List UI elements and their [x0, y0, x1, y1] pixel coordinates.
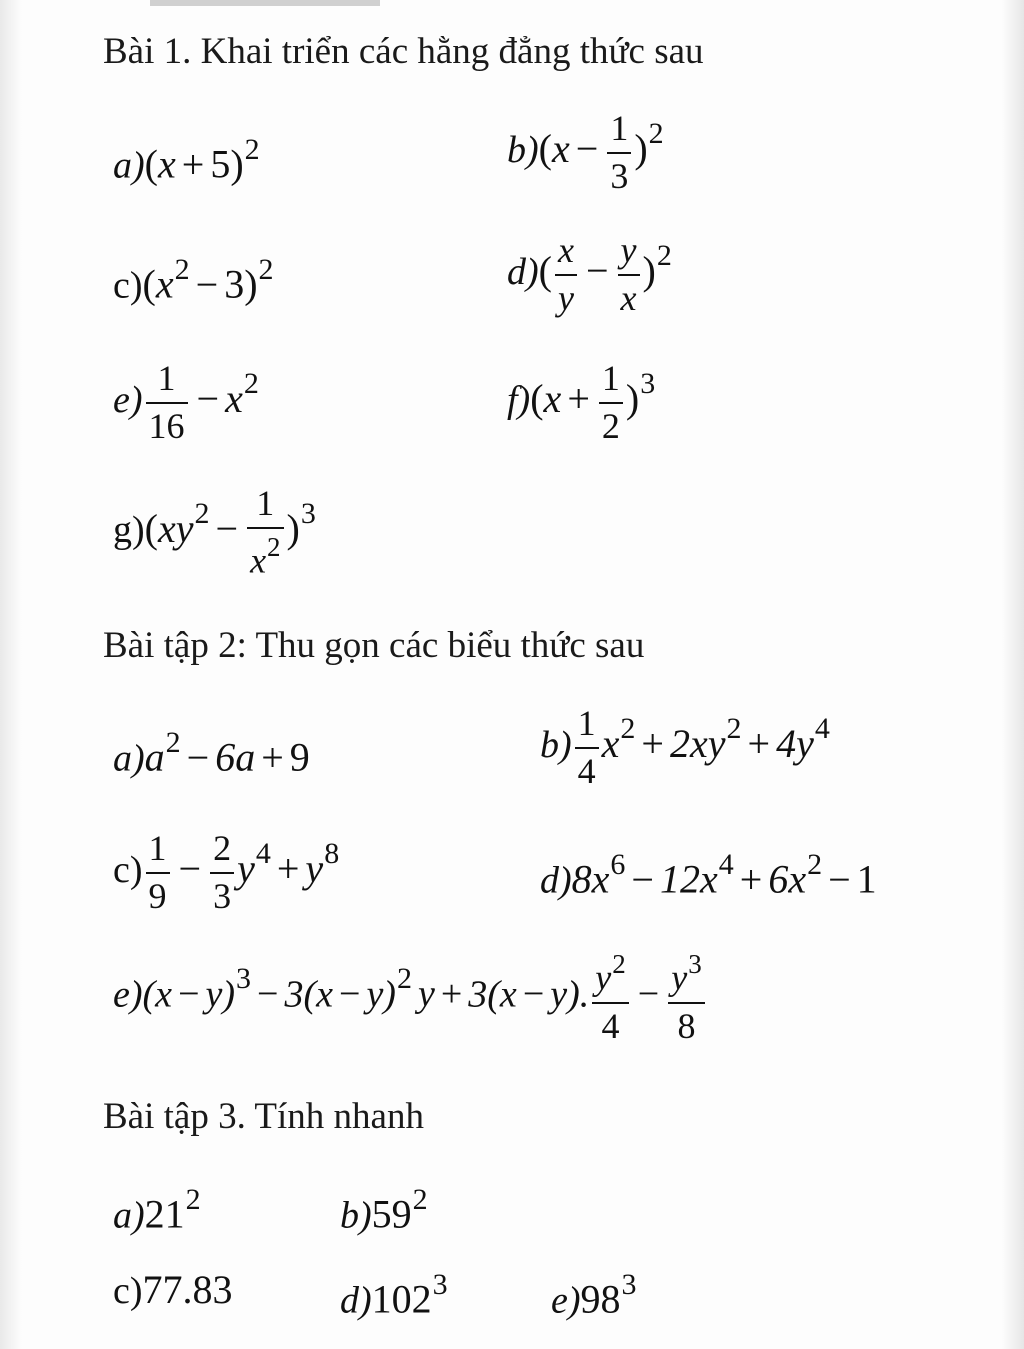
fraction: $\frac{y}{x}$ — [618, 232, 640, 318]
item-label: a) — [113, 1194, 145, 1237]
item-label: g) — [113, 508, 145, 551]
item-label: a) — [113, 737, 145, 780]
item-label: c) — [113, 264, 143, 307]
item-label: b) — [540, 723, 572, 766]
item-label: e) — [113, 378, 143, 421]
item-label: d) — [507, 250, 539, 293]
fraction: $\frac{2}{3}$ — [210, 830, 234, 916]
exercise-1e: e) $\frac{1}{16}$ − x2 — [113, 358, 259, 446]
exercise-1g: g)(xy2 − $\frac{1}{x2}$ )3 — [113, 483, 316, 581]
exercise-1a: a)(x + 5)2 — [113, 133, 260, 187]
item-label: a) — [113, 144, 145, 187]
item-label: c) — [113, 1270, 143, 1312]
item-label: f) — [507, 378, 531, 421]
exercise-2d: d)8x6 − 12x4 + 6x2 − 1 — [540, 848, 877, 902]
exercise-2e: e)(x − y)3 − 3(x − y)2 y + 3(x − y). $\frac{y2}{4}$ − $\frac{y3}{8}$ — [113, 950, 708, 1045]
exercise-1d: d)( $\frac{x}{y}$ − $\frac{y}{x}$ )2 — [507, 230, 672, 318]
item-label: c) — [113, 848, 143, 891]
exercise-1b: b)(x − $\frac{1}{3}$ )2 — [507, 108, 664, 196]
exercise-3e: e)983 — [551, 1268, 637, 1322]
exercise-2a: a)a2 − 6a + 9 — [113, 726, 310, 780]
section-3-heading: Bài tập 3. Tính nhanh — [103, 1096, 424, 1137]
item-label: b) — [507, 128, 539, 171]
page-edge-shadow-left — [0, 0, 22, 1349]
exercise-1c: c)(x2 − 3)2 — [113, 253, 274, 307]
item-label: e) — [113, 973, 143, 1016]
cropped-text-strip — [150, 0, 380, 6]
fraction: $\frac{1}{x2}$ — [247, 485, 283, 580]
section-1-heading: Bài 1. Khai triển các hằng đẳng thức sau — [103, 31, 704, 72]
exercise-3b: b)592 — [340, 1183, 428, 1237]
page-edge-shadow-right — [1002, 0, 1024, 1349]
section-2-heading: Bài tập 2: Thu gọn các biểu thức sau — [103, 625, 645, 666]
item-label: d) — [340, 1279, 372, 1322]
exercise-2b: b) $\frac{1}{4}$ x2 + 2xy2 + 4y4 — [540, 703, 830, 791]
item-label: e) — [551, 1279, 581, 1322]
fraction: $\frac{y2}{4}$ — [592, 950, 628, 1045]
fraction: $\frac{1}{9}$ — [146, 830, 170, 916]
exercise-3d: d)1023 — [340, 1268, 448, 1322]
exercise-2c: c) $\frac{1}{9}$ − $\frac{2}{3}$ y4 + y8 — [113, 828, 340, 916]
fraction: $\frac{1}{4}$ — [575, 705, 599, 791]
fraction: $\frac{y3}{8}$ — [668, 950, 704, 1045]
fraction: $\frac{1}{3}$ — [607, 110, 631, 196]
fraction: $\frac{x}{y}$ — [555, 232, 577, 318]
fraction: $\frac{1}{2}$ — [599, 360, 623, 446]
exercise-1f: f)(x + $\frac{1}{2}$ )3 — [507, 358, 656, 446]
item-label: b) — [340, 1194, 372, 1237]
item-label: d) — [540, 859, 572, 902]
fraction: $\frac{1}{16}$ — [146, 360, 188, 446]
exercise-3a: a)212 — [113, 1183, 201, 1237]
exercise-3c: c)77.83 — [113, 1267, 233, 1312]
